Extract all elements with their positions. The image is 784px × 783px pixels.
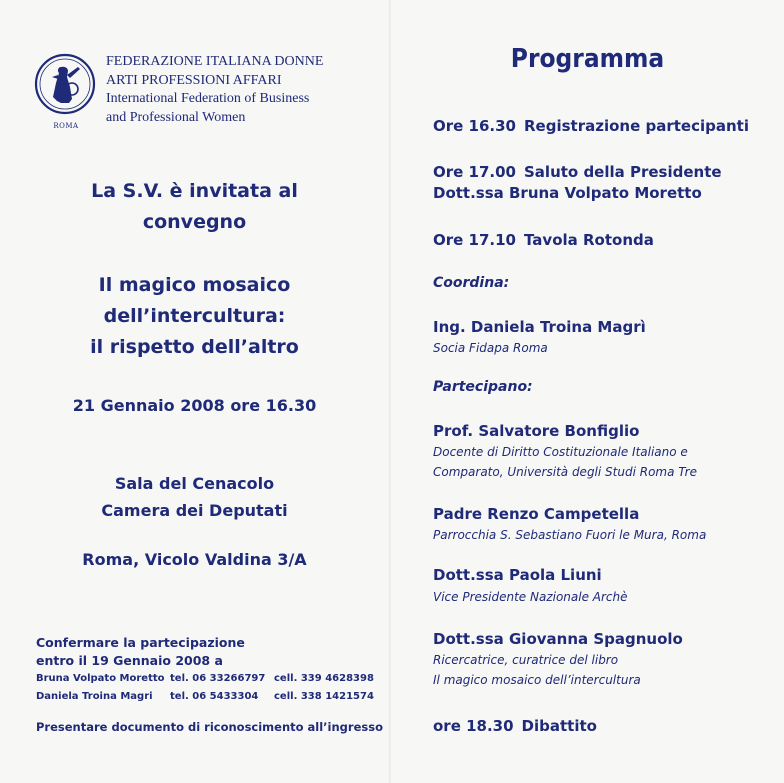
participant-role: Docente di Diritto Costituzionale Italiano e <box>433 445 688 459</box>
org-line: FEDERAZIONE ITALIANA DONNE <box>106 54 324 69</box>
partecipano-label: Partecipano: <box>433 379 533 395</box>
program-item <box>433 117 749 135</box>
coordinator-name: Ing. Daniela Troina Magrì <box>433 318 646 336</box>
program-text: Registrazione partecipanti <box>524 117 749 135</box>
invitation-text <box>0 176 389 238</box>
program-text: Tavola Rotonda <box>524 231 654 249</box>
rsvp-block <box>36 634 376 706</box>
venue-line: Sala del Cenacolo <box>114 474 275 493</box>
contact-tel: tel. 06 33266797 <box>170 673 266 684</box>
participant-role: Ricercatrice, curatrice del libro <box>433 653 619 667</box>
event-venue <box>0 470 389 524</box>
event-address: Roma, Vicolo Valdina 3/A <box>82 550 307 569</box>
contact-tel: tel. 06 5433304 <box>170 691 259 702</box>
participant-name: Dott.ssa Paola Liuni <box>433 566 602 584</box>
contact-name: Daniela Troina Magri <box>36 691 153 702</box>
program-item <box>433 163 722 181</box>
org-line: ARTI PROFESSIONI AFFARI <box>106 72 282 88</box>
coordina-label: Coordina: <box>433 275 510 291</box>
program-item <box>433 717 597 735</box>
venue-line: Camera dei Deputati <box>101 501 288 520</box>
event-date: 21 Gennaio 2008 ore 16.30 <box>72 396 317 415</box>
invite-line: convegno <box>142 211 247 233</box>
org-line: and Professional Women <box>106 109 246 125</box>
contact-cell: cell. 339 4628398 <box>274 673 374 684</box>
program-heading: Programma <box>510 44 665 74</box>
rsvp-line: Confermare la partecipazione <box>36 635 245 650</box>
program-text: Dibattito <box>521 717 597 735</box>
organization-name <box>106 53 386 127</box>
title-line: Il magico mosaico <box>98 274 291 296</box>
program-item <box>433 231 654 249</box>
fidapa-logo-icon <box>34 53 96 115</box>
left-panel <box>0 0 389 783</box>
coordinator-role: Socia Fidapa Roma <box>433 341 548 355</box>
program-time: Ore 17.00 <box>433 163 516 181</box>
program-text: Saluto della Presidente <box>524 163 722 181</box>
program-time: ore 18.30 <box>433 717 514 735</box>
contact-row <box>36 670 376 688</box>
program-time: Ore 17.10 <box>433 231 516 249</box>
participant-role: Vice Presidente Nazionale Archè <box>433 590 628 604</box>
title-line: il rispetto dell’altro <box>90 336 299 358</box>
participant-role: Il magico mosaico dell’intercultura <box>433 673 641 687</box>
id-note: Presentare documento di riconoscimento all’ingresso <box>36 720 383 734</box>
contact-name: Bruna Volpato Moretto <box>36 673 165 684</box>
president-name: Dott.ssa Bruna Volpato Moretto <box>433 184 702 202</box>
participant-name: Padre Renzo Campetella <box>433 505 640 523</box>
contact-cell: cell. 338 1421574 <box>274 691 374 702</box>
conference-title <box>0 270 389 363</box>
program-time: Ore 16.30 <box>433 117 516 135</box>
invite-line: La S.V. è invitata al <box>91 180 298 202</box>
participant-role: Parrocchia S. Sebastiano Fuori le Mura, Roma <box>433 528 707 542</box>
participant-role: Comparato, Università degli Studi Roma Tre <box>433 465 697 479</box>
rsvp-line: entro il 19 Gennaio 2008 a <box>36 653 223 668</box>
org-line: International Federation of Business <box>106 91 310 106</box>
title-line: dell’intercultura: <box>103 305 286 327</box>
participant-name: Dott.ssa Giovanna Spagnuolo <box>433 630 683 648</box>
logo-city-label: ROMA <box>53 122 79 130</box>
contact-row <box>36 688 376 706</box>
participant-name: Prof. Salvatore Bonfiglio <box>433 422 640 440</box>
program-panel <box>391 0 784 783</box>
